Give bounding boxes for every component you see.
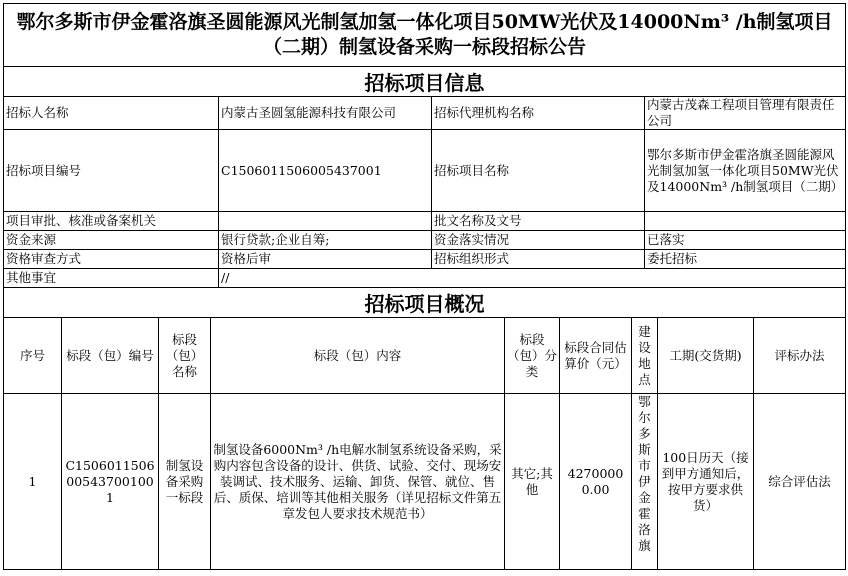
row-location: 鄂尔多斯市伊金霍洛旗 — [632, 394, 658, 570]
info-row — [4, 250, 846, 269]
info-row — [4, 130, 846, 212]
row-seq: 1 — [4, 394, 62, 570]
table-row — [4, 394, 846, 570]
tender-form-label: 招标组织形式 — [432, 250, 645, 269]
info-row — [4, 269, 846, 288]
project-code-value: C1506011506005437001 — [219, 130, 432, 212]
other-matters-label: 其他事宜 — [4, 269, 219, 288]
tender-form-value: 委托招标 — [645, 250, 846, 269]
row-name: 制氢设备采购一标段 — [159, 394, 211, 570]
header-price: 标段合同估算价（元） — [560, 318, 632, 394]
header-location: 建设地点 — [632, 318, 658, 394]
approval-document-label: 批文名称及文号 — [432, 212, 645, 231]
header-period: 工期(交货期) — [658, 318, 754, 394]
project-name-value: 鄂尔多斯市伊金霍洛旗圣圆能源风光制氢加氢一体化项目50MW光伏及14000Nm³ /h制氢项目（二期） — [645, 130, 846, 212]
other-matters-value: // — [219, 269, 846, 288]
fund-source-label: 资金来源 — [4, 231, 219, 250]
header-seq: 序号 — [4, 318, 62, 394]
header-category: 标段（包）分类 — [505, 318, 560, 394]
header-method: 评标办法 — [754, 318, 846, 394]
tender-notice — [3, 3, 845, 570]
fund-status-label: 资金落实情况 — [432, 231, 645, 250]
fund-source-value: 银行贷款;企业自筹; — [219, 231, 432, 250]
fund-status-value: 已落实 — [645, 231, 846, 250]
tenderer-name-value: 内蒙古圣圆氢能源科技有限公司 — [219, 97, 432, 130]
info-row — [4, 212, 846, 231]
header-code: 标段（包）编号 — [62, 318, 159, 394]
approval-authority-value — [219, 212, 432, 231]
project-name-label: 招标项目名称 — [432, 130, 645, 212]
agency-name-value: 内蒙古茂森工程项目管理有限责任公司 — [645, 97, 846, 130]
info-row — [4, 231, 846, 250]
row-category: 其它;其他 — [505, 394, 560, 570]
project-code-label: 招标项目编号 — [4, 130, 219, 212]
row-content: 制氢设备6000Nm³ /h电解水制氢系统设备采购，采购内容包含设备的设计、供货、试验、交付、现场安装调试、技术服务、运输、卸货、保管、就位、售后、质保、培训等其他相关服务（详见招标文件第五章发包人要求技术规范书） — [211, 394, 505, 570]
approval-authority-label: 项目审批、核准或备案机关 — [4, 212, 219, 231]
overview-header-row — [4, 318, 846, 394]
overview-section-heading: 招标项目概况 — [4, 288, 846, 318]
qualification-review-value: 资格后审 — [219, 250, 432, 269]
row-code: C1506011506005437001001 — [62, 394, 159, 570]
row-price: 42700000.00 — [560, 394, 632, 570]
agency-name-label: 招标代理机构名称 — [432, 97, 645, 130]
info-table — [3, 3, 846, 288]
qualification-review-label: 资格审查方式 — [4, 250, 219, 269]
info-section-heading: 招标项目信息 — [4, 67, 846, 97]
tenderer-name-label: 招标人名称 — [4, 97, 219, 130]
header-name: 标段（包）名称 — [159, 318, 211, 394]
notice-title: 鄂尔多斯市伊金霍洛旗圣圆能源风光制氢加氢一体化项目50MW光伏及14000Nm³ /h制氢项目（二期）制氢设备采购一标段招标公告 — [4, 4, 846, 67]
info-row — [4, 97, 846, 130]
header-content: 标段（包）内容 — [211, 318, 505, 394]
overview-table — [3, 287, 846, 570]
row-method: 综合评估法 — [754, 394, 846, 570]
approval-document-value — [645, 212, 846, 231]
row-period: 100日历天（接到甲方通知后，按甲方要求供货） — [658, 394, 754, 570]
